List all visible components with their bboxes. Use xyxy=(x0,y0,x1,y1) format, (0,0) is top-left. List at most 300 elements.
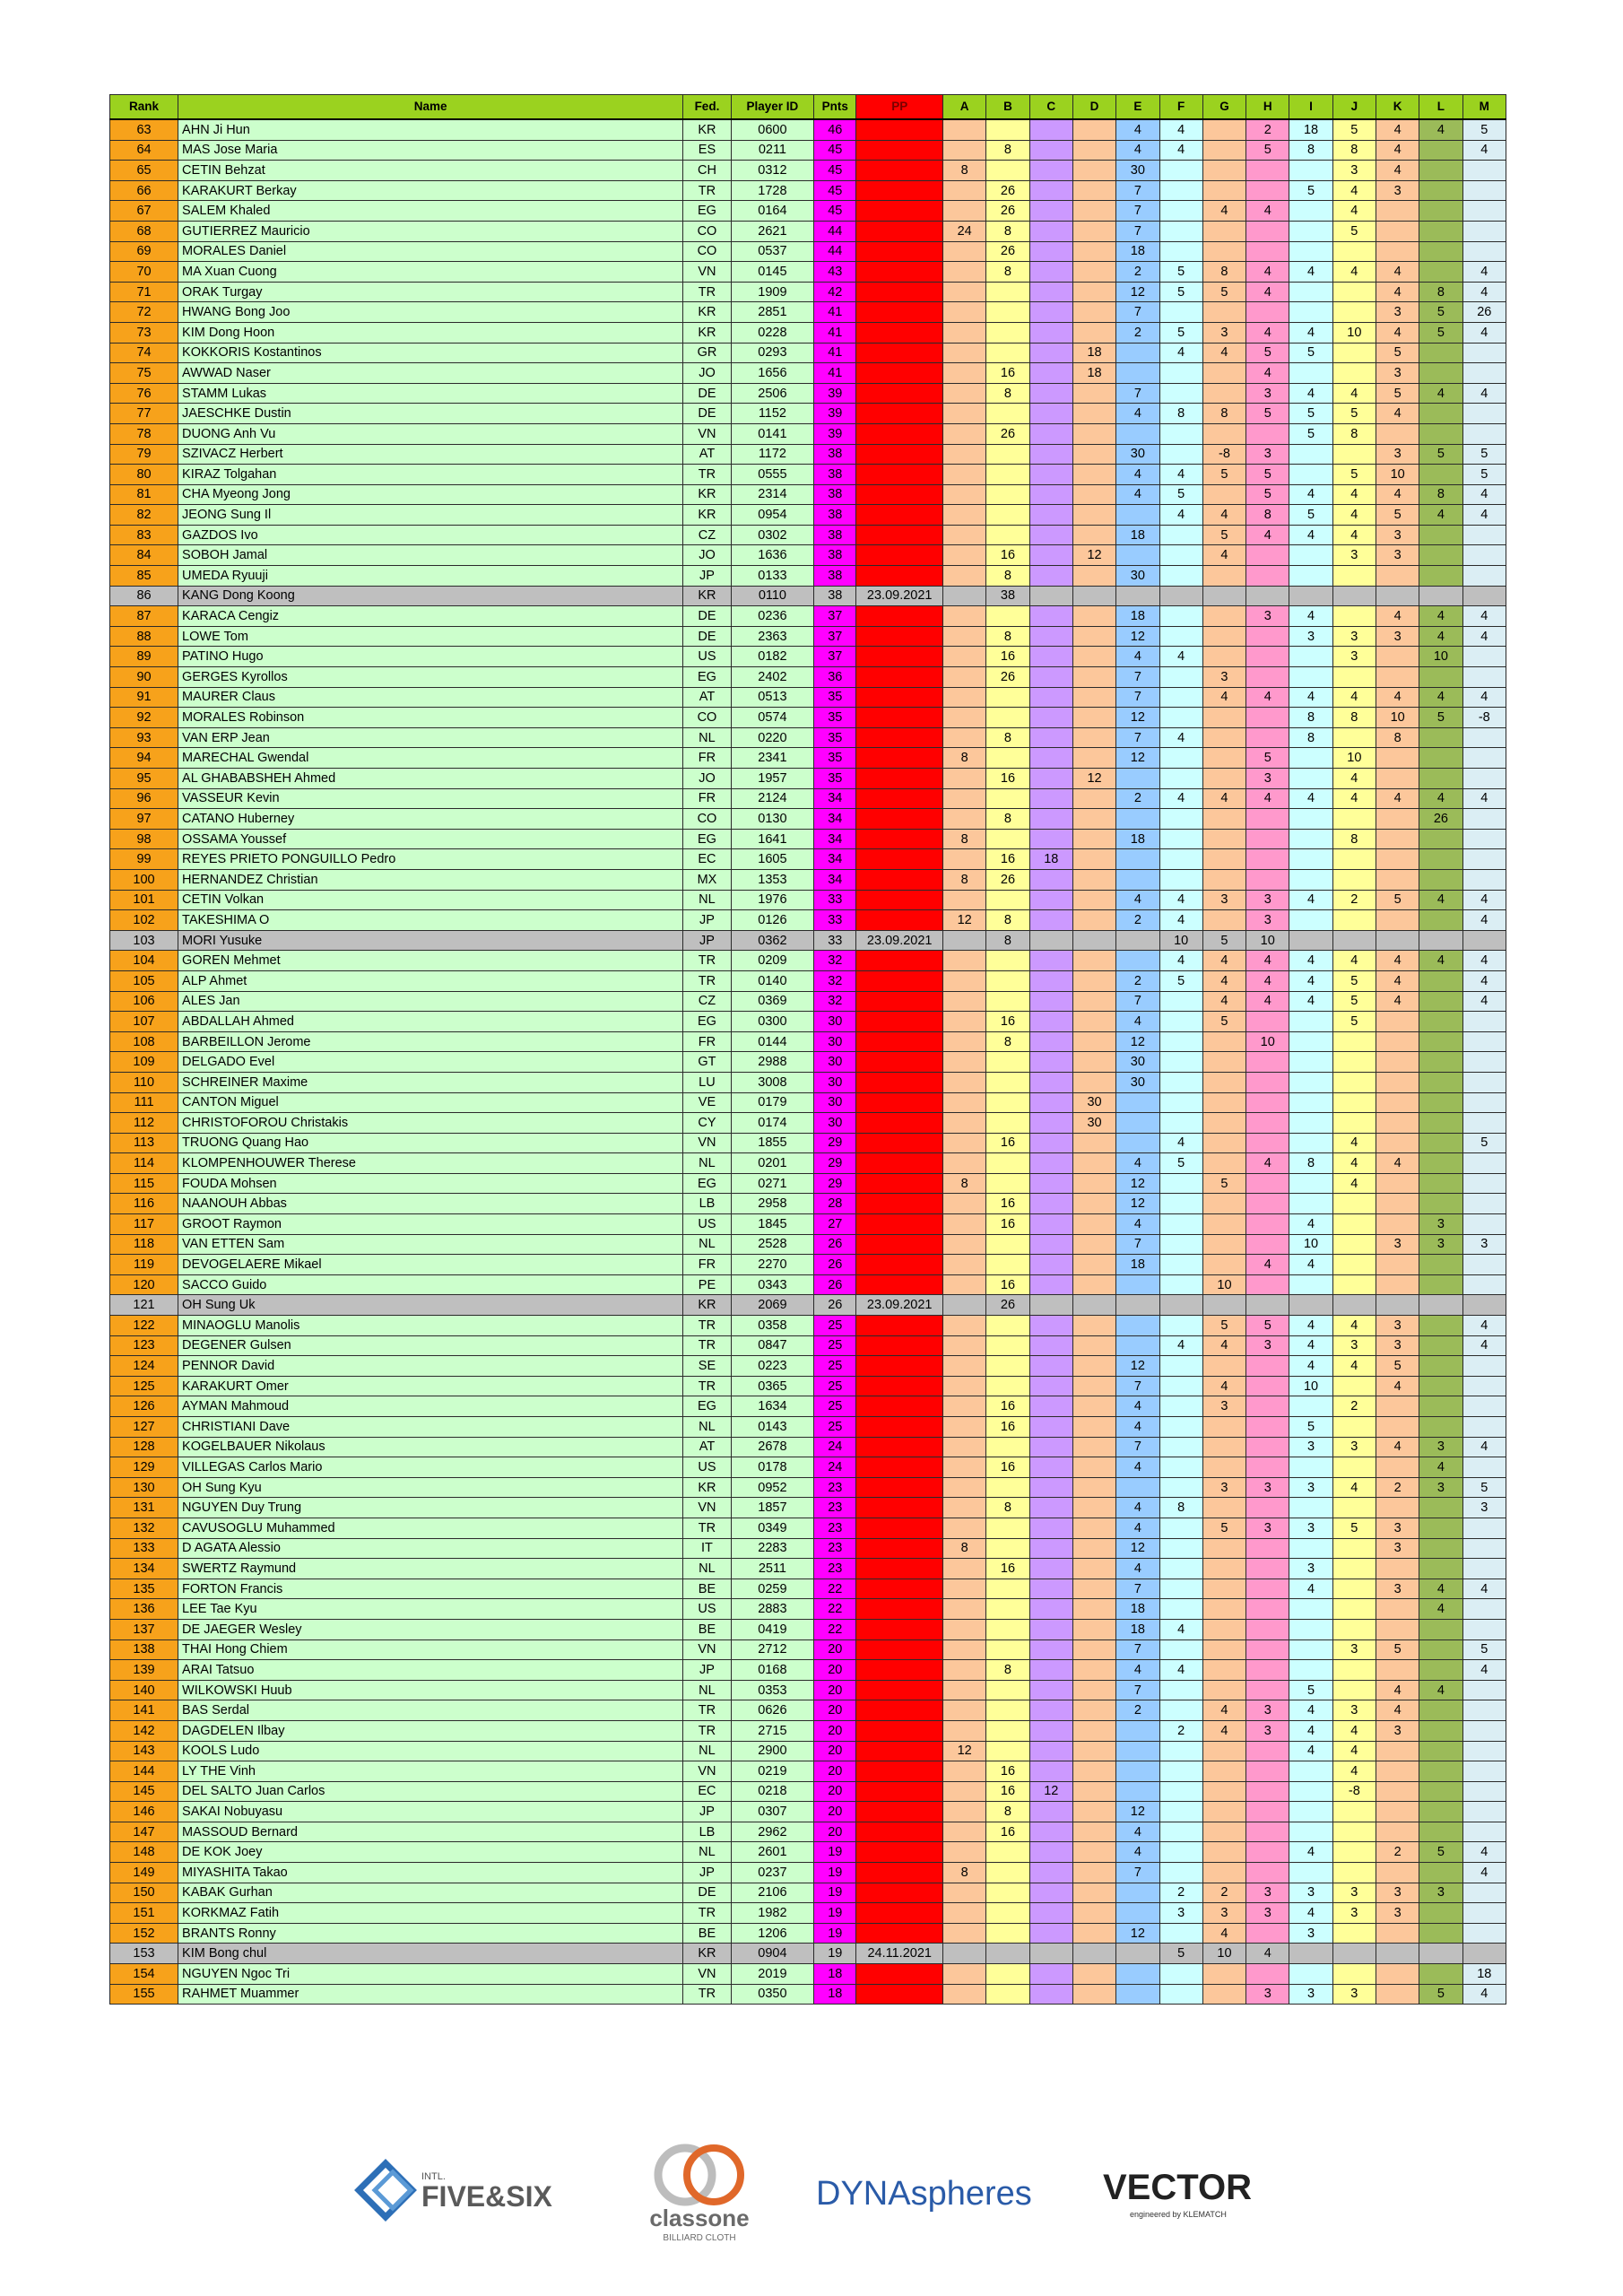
table-cell: 4 xyxy=(1462,951,1506,971)
table-cell: 18 xyxy=(1116,1599,1159,1620)
table-cell xyxy=(943,1639,986,1660)
table-cell xyxy=(1029,1883,1072,1903)
table-cell xyxy=(1419,1903,1462,1924)
table-row xyxy=(110,1538,1506,1559)
table-cell xyxy=(1116,809,1159,830)
table-cell: 7 xyxy=(1116,1578,1159,1599)
table-cell xyxy=(943,423,986,444)
table-cell xyxy=(856,404,943,424)
table-cell: DE xyxy=(683,404,731,424)
table-cell: 8 xyxy=(986,809,1029,830)
table-cell xyxy=(943,1092,986,1113)
table-cell xyxy=(1029,1538,1072,1559)
table-cell xyxy=(1332,1863,1376,1883)
table-cell: 0126 xyxy=(731,910,813,931)
table-cell xyxy=(986,1842,1029,1863)
table-cell: 0168 xyxy=(731,1660,813,1681)
table-cell xyxy=(1159,1194,1202,1214)
table-cell xyxy=(1072,1559,1115,1579)
table-cell xyxy=(856,1052,943,1073)
table-cell xyxy=(1376,1923,1419,1944)
table-cell xyxy=(943,1923,986,1944)
table-cell: 7 xyxy=(1116,667,1159,688)
table-row xyxy=(110,606,1506,627)
table-cell: 7 xyxy=(1116,201,1159,222)
table-cell: 41 xyxy=(814,302,856,323)
table-cell xyxy=(986,1680,1029,1700)
table-cell: 18 xyxy=(1289,119,1332,140)
table-cell xyxy=(1462,566,1506,587)
table-cell xyxy=(1419,910,1462,931)
table-cell: 4 xyxy=(1202,991,1245,1012)
table-cell: 25 xyxy=(814,1335,856,1356)
table-row xyxy=(110,1092,1506,1113)
table-cell: 4 xyxy=(1376,119,1419,140)
table-cell xyxy=(1462,545,1506,566)
table-cell: 8 xyxy=(1376,727,1419,748)
table-row xyxy=(110,1052,1506,1073)
table-cell xyxy=(1072,1133,1115,1153)
table-cell xyxy=(1029,1234,1072,1255)
table-cell xyxy=(1202,829,1245,849)
table-cell: 10 xyxy=(1202,1274,1245,1295)
table-cell: 3 xyxy=(1332,1437,1376,1457)
table-cell xyxy=(1116,423,1159,444)
table-row xyxy=(110,991,1506,1012)
table-row xyxy=(110,1680,1506,1700)
table-cell xyxy=(1072,809,1115,830)
table-cell xyxy=(1419,1417,1462,1438)
table-cell: 4 xyxy=(1246,322,1289,343)
table-cell: 118 xyxy=(110,1234,178,1255)
table-cell xyxy=(1462,221,1506,241)
column-header: A xyxy=(943,95,986,120)
table-cell: 120 xyxy=(110,1274,178,1295)
table-cell xyxy=(856,748,943,769)
table-cell: 4 xyxy=(1332,1761,1376,1782)
table-cell: NGUYEN Duy Trung xyxy=(178,1498,683,1518)
table-cell: 2 xyxy=(1116,788,1159,809)
table-cell xyxy=(943,282,986,302)
table-cell xyxy=(1159,1396,1202,1417)
table-cell: NAANOUH Abbas xyxy=(178,1194,683,1214)
table-cell: ALES Jan xyxy=(178,991,683,1012)
table-cell xyxy=(1462,1944,1506,1964)
table-cell xyxy=(1462,343,1506,363)
table-cell: LOWE Tom xyxy=(178,626,683,647)
table-cell: STAMM Lukas xyxy=(178,383,683,404)
table-cell xyxy=(1462,1417,1506,1438)
table-cell: JP xyxy=(683,1802,731,1822)
table-cell: 35 xyxy=(814,748,856,769)
table-cell xyxy=(943,1113,986,1134)
table-cell: 4 xyxy=(1376,404,1419,424)
table-row xyxy=(110,180,1506,201)
table-cell xyxy=(1462,525,1506,545)
table-cell: 1982 xyxy=(731,1903,813,1924)
table-cell xyxy=(986,970,1029,991)
table-cell: 45 xyxy=(814,201,856,222)
table-cell: KR xyxy=(683,322,731,343)
table-cell xyxy=(856,1639,943,1660)
table-cell: 143 xyxy=(110,1741,178,1761)
table-cell: 12 xyxy=(1116,708,1159,728)
table-cell xyxy=(1029,423,1072,444)
table-cell xyxy=(1289,1781,1332,1802)
vector-tagline: engineered by KLEMATCH xyxy=(1130,2210,1227,2219)
table-cell xyxy=(1072,1518,1115,1538)
table-cell xyxy=(1246,1842,1289,1863)
table-cell: 8 xyxy=(1289,708,1332,728)
table-cell xyxy=(1202,1538,1245,1559)
table-cell: MARECHAL Gwendal xyxy=(178,748,683,769)
table-cell: 5 xyxy=(1289,423,1332,444)
table-cell xyxy=(1159,1255,1202,1275)
table-cell: 5 xyxy=(1462,1639,1506,1660)
table-cell xyxy=(1332,849,1376,870)
table-cell: 148 xyxy=(110,1842,178,1863)
table-cell xyxy=(1072,119,1115,140)
table-cell xyxy=(1289,1052,1332,1073)
table-cell: -8 xyxy=(1462,708,1506,728)
table-cell: 149 xyxy=(110,1863,178,1883)
table-cell xyxy=(943,1477,986,1498)
table-cell xyxy=(1072,1720,1115,1741)
table-cell xyxy=(1332,1234,1376,1255)
table-cell xyxy=(986,1437,1029,1457)
table-cell: TAKESHIMA O xyxy=(178,910,683,931)
table-cell: 126 xyxy=(110,1396,178,1417)
table-cell xyxy=(1159,1822,1202,1842)
table-cell: 84 xyxy=(110,545,178,566)
table-cell xyxy=(856,444,943,465)
table-cell: EG xyxy=(683,1012,731,1032)
table-row xyxy=(110,1194,1506,1214)
table-cell: 5 xyxy=(1246,404,1289,424)
table-cell xyxy=(986,1538,1029,1559)
table-cell: 4 xyxy=(1462,788,1506,809)
table-cell xyxy=(1289,1457,1332,1478)
table-cell: 1605 xyxy=(731,849,813,870)
table-cell xyxy=(856,383,943,404)
table-cell xyxy=(1289,1092,1332,1113)
table-cell xyxy=(1029,708,1072,728)
table-cell xyxy=(1202,1599,1245,1620)
table-cell: 5 xyxy=(1202,930,1245,951)
table-cell xyxy=(856,1883,943,1903)
table-cell: 2678 xyxy=(731,1437,813,1457)
table-body xyxy=(110,119,1506,2005)
table-cell: 8 xyxy=(1202,262,1245,283)
table-cell: 26 xyxy=(986,869,1029,890)
table-cell xyxy=(1159,1578,1202,1599)
table-cell: KARACA Cengiz xyxy=(178,606,683,627)
table-cell: 4 xyxy=(1462,991,1506,1012)
table-cell: MAS Jose Maria xyxy=(178,140,683,161)
table-cell xyxy=(1116,545,1159,566)
table-cell: 38 xyxy=(814,444,856,465)
table-cell xyxy=(986,1964,1029,1985)
table-cell: -8 xyxy=(1332,1781,1376,1802)
table-cell: EG xyxy=(683,667,731,688)
table-row xyxy=(110,1234,1506,1255)
table-cell xyxy=(1029,404,1072,424)
table-cell xyxy=(1116,363,1159,384)
table-cell xyxy=(1462,829,1506,849)
table-cell: 22 xyxy=(814,1599,856,1620)
table-cell xyxy=(1029,1619,1072,1639)
table-cell xyxy=(1116,930,1159,951)
table-cell xyxy=(1419,849,1462,870)
table-cell xyxy=(1289,1639,1332,1660)
table-cell xyxy=(943,849,986,870)
table-cell: 4 xyxy=(1116,1457,1159,1478)
table-cell: 4 xyxy=(1289,1720,1332,1741)
table-row xyxy=(110,404,1506,424)
table-cell: 4 xyxy=(1289,788,1332,809)
table-cell xyxy=(856,910,943,931)
table-cell xyxy=(986,1173,1029,1194)
table-cell xyxy=(1462,647,1506,667)
table-cell: 4 xyxy=(1376,606,1419,627)
table-cell xyxy=(1376,1012,1419,1032)
table-cell xyxy=(1419,1619,1462,1639)
table-cell: 4 xyxy=(1116,1822,1159,1842)
table-cell: 4 xyxy=(1116,1559,1159,1579)
table-cell xyxy=(1072,748,1115,769)
table-cell: TRUONG Quang Hao xyxy=(178,1133,683,1153)
table-cell: DUONG Anh Vu xyxy=(178,423,683,444)
table-cell: UMEDA Ryuuji xyxy=(178,566,683,587)
table-cell xyxy=(1419,1194,1462,1214)
table-cell: 4 xyxy=(1376,322,1419,343)
table-cell: 0365 xyxy=(731,1376,813,1396)
table-row xyxy=(110,1173,1506,1194)
table-cell: 20 xyxy=(814,1781,856,1802)
table-cell: 8 xyxy=(986,1660,1029,1681)
table-cell: 2402 xyxy=(731,667,813,688)
table-cell xyxy=(1159,221,1202,241)
table-cell xyxy=(1289,1619,1332,1639)
table-cell xyxy=(1159,1437,1202,1457)
table-cell xyxy=(1289,1133,1332,1153)
table-cell: 3 xyxy=(1376,626,1419,647)
table-cell xyxy=(1419,1720,1462,1741)
table-row xyxy=(110,525,1506,545)
table-cell: 4 xyxy=(1332,180,1376,201)
table-cell: EG xyxy=(683,1173,731,1194)
table-cell xyxy=(856,1072,943,1092)
column-header: F xyxy=(1159,95,1202,120)
table-cell: WILKOWSKI Huub xyxy=(178,1680,683,1700)
table-cell xyxy=(1029,1863,1072,1883)
table-cell: 2 xyxy=(1332,1396,1376,1417)
table-cell xyxy=(1419,1700,1462,1721)
table-cell: 4 xyxy=(1159,951,1202,971)
table-cell: 0219 xyxy=(731,1761,813,1782)
table-cell xyxy=(1246,1194,1289,1214)
table-cell: 10 xyxy=(1202,1944,1245,1964)
table-cell xyxy=(856,1863,943,1883)
column-header: Player ID xyxy=(731,95,813,120)
table-cell xyxy=(1029,748,1072,769)
table-cell: 4 xyxy=(1419,1680,1462,1700)
table-cell: NL xyxy=(683,1842,731,1863)
table-cell: 0954 xyxy=(731,505,813,526)
table-cell xyxy=(1159,708,1202,728)
table-cell: 1656 xyxy=(731,363,813,384)
table-cell: 4 xyxy=(1419,383,1462,404)
table-cell: 4 xyxy=(1332,525,1376,545)
table-cell: 35 xyxy=(814,769,856,789)
table-cell xyxy=(1419,970,1462,991)
table-cell xyxy=(856,161,943,181)
table-cell: 26 xyxy=(1419,809,1462,830)
table-cell: AL GHABABSHEH Ahmed xyxy=(178,769,683,789)
table-cell: KANG Dong Koong xyxy=(178,586,683,606)
table-cell: 5 xyxy=(1202,465,1245,485)
table-row xyxy=(110,1356,1506,1377)
table-cell: 3 xyxy=(1376,1234,1419,1255)
table-cell xyxy=(1419,161,1462,181)
table-cell: 12 xyxy=(1072,545,1115,566)
table-cell xyxy=(943,1214,986,1235)
table-cell xyxy=(1029,1072,1072,1092)
table-cell xyxy=(1072,161,1115,181)
table-cell xyxy=(1332,1559,1376,1579)
table-cell: 2069 xyxy=(731,1295,813,1316)
table-cell: 90 xyxy=(110,667,178,688)
table-cell: 2900 xyxy=(731,1741,813,1761)
table-row xyxy=(110,1274,1506,1295)
table-cell xyxy=(1202,484,1245,505)
table-cell: 0350 xyxy=(731,1984,813,2005)
table-cell xyxy=(1332,343,1376,363)
table-cell: 10 xyxy=(1419,647,1462,667)
table-cell xyxy=(986,1578,1029,1599)
table-cell: 7 xyxy=(1116,991,1159,1012)
table-cell xyxy=(856,1984,943,2005)
table-cell xyxy=(1072,849,1115,870)
table-cell: 4 xyxy=(1462,140,1506,161)
table-row xyxy=(110,444,1506,465)
table-cell: 18 xyxy=(1116,1255,1159,1275)
table-cell: JP xyxy=(683,910,731,931)
table-cell xyxy=(1419,1639,1462,1660)
table-row xyxy=(110,201,1506,222)
table-cell: 4 xyxy=(1246,525,1289,545)
table-row xyxy=(110,1031,1506,1052)
table-cell xyxy=(943,241,986,262)
table-cell: 16 xyxy=(986,1822,1029,1842)
table-cell: 122 xyxy=(110,1316,178,1336)
table-cell xyxy=(1159,302,1202,323)
table-cell: 4 xyxy=(1332,769,1376,789)
table-cell: 4 xyxy=(1462,606,1506,627)
table-cell xyxy=(1246,1802,1289,1822)
table-row xyxy=(110,890,1506,910)
table-cell xyxy=(943,1153,986,1174)
table-cell: 63 xyxy=(110,119,178,140)
table-cell: 30 xyxy=(814,1052,856,1073)
table-cell: 5 xyxy=(1332,404,1376,424)
table-row xyxy=(110,1153,1506,1174)
table-cell: 0178 xyxy=(731,1457,813,1478)
table-cell xyxy=(1462,201,1506,222)
table-cell xyxy=(856,180,943,201)
table-cell xyxy=(943,322,986,343)
table-cell xyxy=(1462,1720,1506,1741)
table-cell: TR xyxy=(683,1316,731,1336)
table-cell xyxy=(1376,1660,1419,1681)
table-cell: 5 xyxy=(1289,1417,1332,1438)
table-cell: 4 xyxy=(1376,484,1419,505)
table-cell: TR xyxy=(683,282,731,302)
table-cell xyxy=(1029,1437,1072,1457)
table-cell: LB xyxy=(683,1194,731,1214)
table-cell xyxy=(1289,302,1332,323)
table-cell: KARAKURT Omer xyxy=(178,1376,683,1396)
table-cell xyxy=(856,1700,943,1721)
table-cell: 3 xyxy=(1246,1984,1289,2005)
table-cell: 2601 xyxy=(731,1842,813,1863)
column-header: J xyxy=(1332,95,1376,120)
table-cell: 5 xyxy=(1159,1944,1202,1964)
table-cell xyxy=(856,869,943,890)
table-cell: CO xyxy=(683,241,731,262)
table-cell xyxy=(1029,322,1072,343)
table-cell: 4 xyxy=(1159,647,1202,667)
table-cell: 2528 xyxy=(731,1234,813,1255)
table-row xyxy=(110,1214,1506,1235)
table-cell: CHA Myeong Jong xyxy=(178,484,683,505)
table-cell xyxy=(856,1619,943,1639)
table-row xyxy=(110,748,1506,769)
table-cell: 2 xyxy=(1116,1700,1159,1721)
table-cell xyxy=(1462,1376,1506,1396)
table-cell: 30 xyxy=(814,1113,856,1134)
table-cell xyxy=(1029,1477,1072,1498)
table-cell xyxy=(1202,1417,1245,1438)
table-cell: 3 xyxy=(1289,1437,1332,1457)
table-cell xyxy=(1202,1578,1245,1599)
table-cell xyxy=(1159,1457,1202,1478)
table-cell: VN xyxy=(683,1639,731,1660)
table-cell xyxy=(943,930,986,951)
table-cell xyxy=(856,1234,943,1255)
table-cell xyxy=(1246,566,1289,587)
classone-logo xyxy=(628,2135,771,2251)
table-cell xyxy=(943,1194,986,1214)
table-cell xyxy=(1202,1781,1245,1802)
table-cell: 4 xyxy=(1462,505,1506,526)
table-cell xyxy=(1419,1741,1462,1761)
table-cell: 30 xyxy=(1116,1072,1159,1092)
table-cell: 0271 xyxy=(731,1173,813,1194)
table-cell: 23.09.2021 xyxy=(856,586,943,606)
table-cell: 4 xyxy=(1462,1335,1506,1356)
table-cell: 83 xyxy=(110,525,178,545)
table-cell xyxy=(1072,1316,1115,1336)
table-cell xyxy=(856,1781,943,1802)
table-cell xyxy=(1289,1538,1332,1559)
table-cell xyxy=(1419,1863,1462,1883)
table-cell: 2 xyxy=(1376,1477,1419,1498)
column-header: Pnts xyxy=(814,95,856,120)
table-cell: 97 xyxy=(110,809,178,830)
table-cell: CO xyxy=(683,708,731,728)
table-cell: 16 xyxy=(986,1396,1029,1417)
